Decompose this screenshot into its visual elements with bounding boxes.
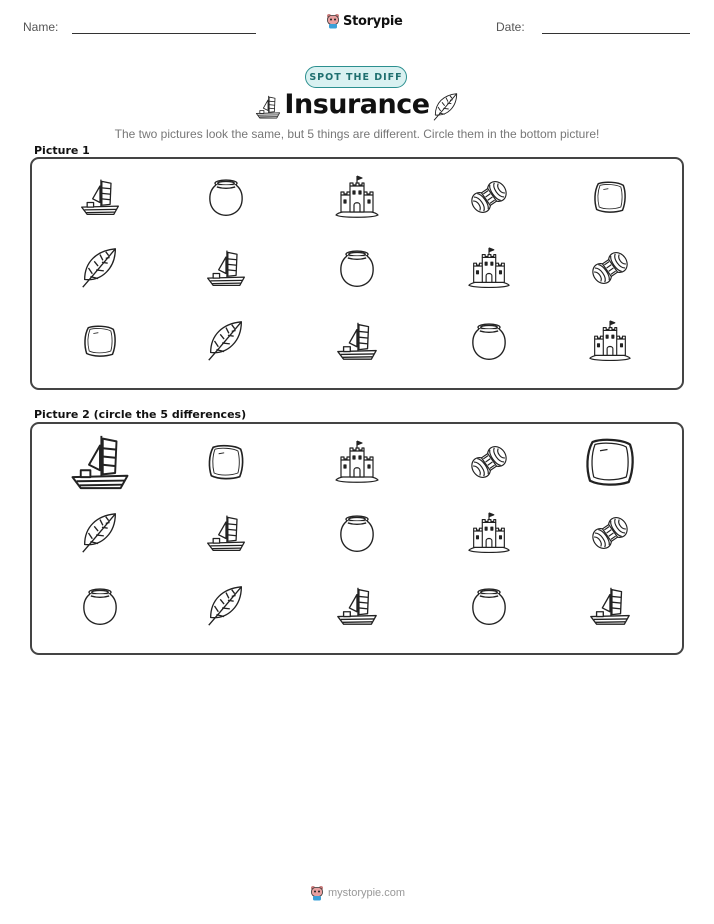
boat-icon [204, 246, 248, 290]
leaf-icon[interactable] [203, 583, 249, 629]
brand-logo [326, 13, 403, 29]
leaf-icon [203, 318, 249, 364]
footer [310, 885, 405, 901]
pot-icon [335, 246, 379, 290]
name-field[interactable] [72, 33, 256, 34]
brand-name: Storypie [343, 13, 403, 29]
yarn-icon[interactable] [466, 439, 512, 485]
picture-1-panel [30, 157, 684, 390]
picture-2-panel[interactable] [30, 422, 684, 655]
boat-icon[interactable] [587, 583, 633, 629]
picture-2-label: Picture 2 (circle the 5 differences) [34, 408, 247, 421]
boat-icon[interactable] [204, 511, 248, 555]
pot-icon [467, 319, 511, 363]
castle-icon [466, 245, 512, 291]
leaf-icon [77, 245, 123, 291]
cushion-icon [80, 321, 120, 361]
instructions: The two pictures look the same, but 5 things are different. Circle them in the bottom picture! [114, 127, 600, 141]
mascot-icon [310, 885, 324, 901]
mascot-icon [326, 13, 340, 29]
castle-icon[interactable] [333, 438, 381, 486]
boat-icon[interactable] [67, 429, 133, 495]
picture-1-label: Picture 1 [34, 144, 90, 157]
cushion-icon [590, 177, 630, 217]
yarn-icon[interactable] [587, 510, 633, 556]
pot-icon[interactable] [78, 584, 122, 628]
cushion-icon[interactable] [580, 432, 640, 492]
boat-icon [334, 318, 380, 364]
boat-icon [78, 175, 122, 219]
leaf-icon[interactable] [77, 510, 123, 556]
yarn-icon [466, 174, 512, 220]
pot-icon [204, 175, 248, 219]
castle-icon [333, 173, 381, 221]
boat-icon[interactable] [334, 583, 380, 629]
page-title: Insurance [284, 89, 430, 120]
spot-the-diff-badge: SPOT THE DIFF [305, 66, 407, 88]
pot-icon[interactable] [335, 511, 379, 555]
footer-url: mystorypie.com [328, 887, 406, 899]
name-label: Name: [23, 20, 59, 34]
date-field[interactable] [542, 33, 690, 34]
cushion-icon[interactable] [204, 440, 248, 484]
title-leaf-icon [430, 91, 462, 128]
castle-icon[interactable] [466, 510, 512, 556]
date-label: Date: [496, 20, 525, 34]
pot-icon[interactable] [467, 584, 511, 628]
yarn-icon [587, 245, 633, 291]
castle-icon [587, 318, 633, 364]
